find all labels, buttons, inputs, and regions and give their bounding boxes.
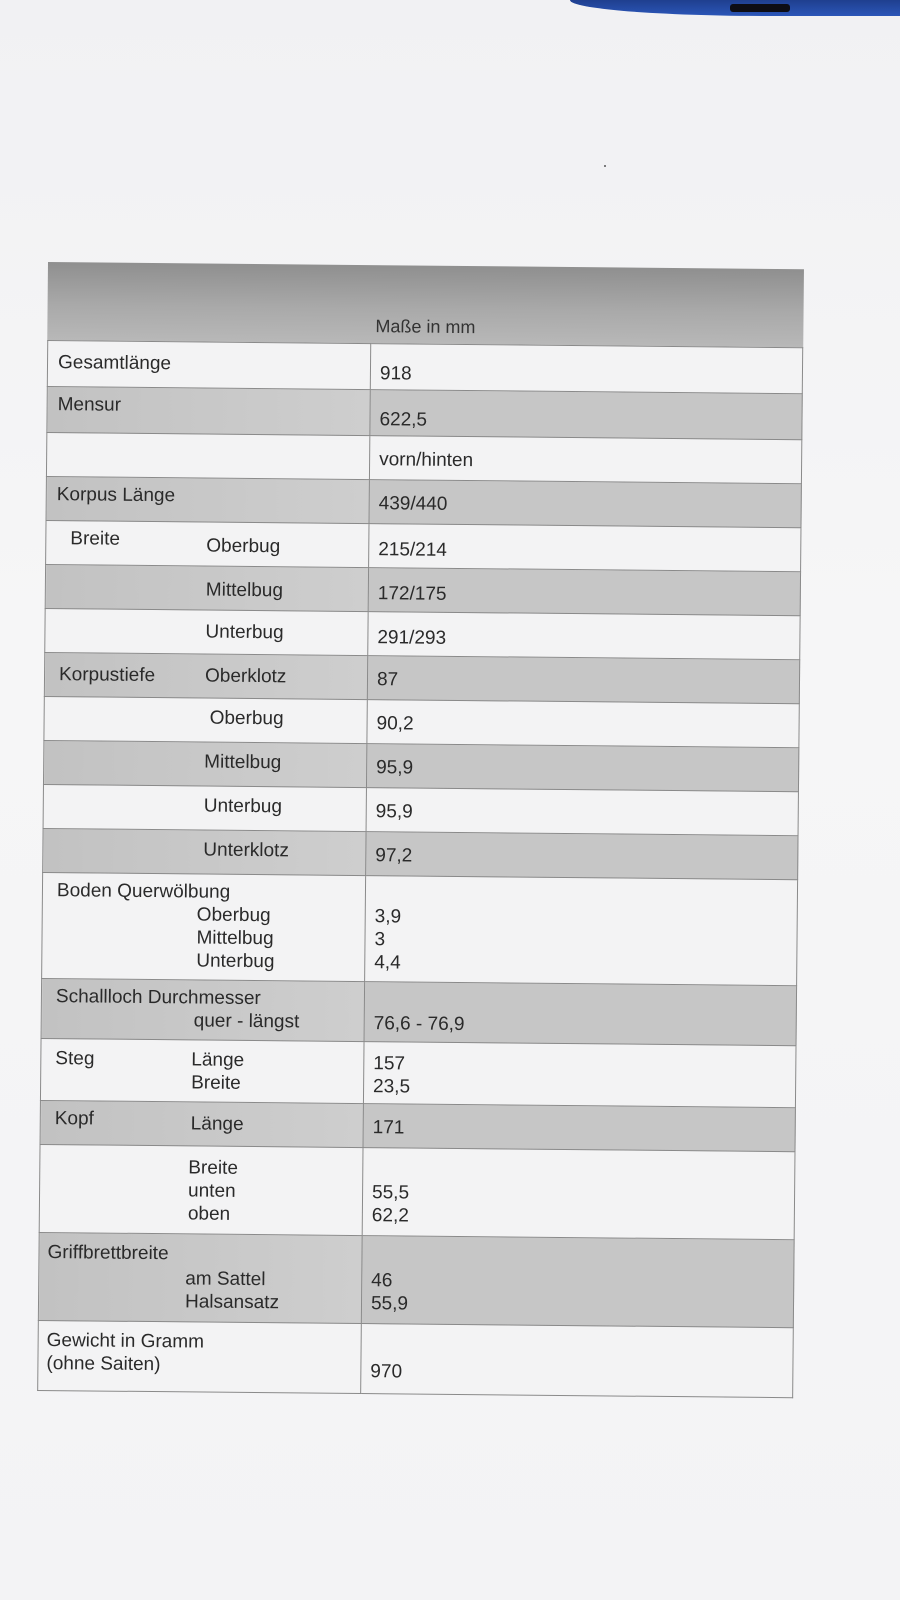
row-sublabel: Unterbug [205,621,284,644]
row-label: Steg [55,1048,95,1070]
row-sublabel: Oberbug [196,904,271,927]
row-sublabel: Länge [191,1049,245,1071]
row-label: (ohne Saiten) [46,1353,161,1376]
background-object [570,0,900,16]
row-sublabel: Mittelbug [196,927,274,950]
row-value: 23,5 [372,1076,411,1098]
table-row [43,784,798,835]
value-cell [363,1042,796,1108]
row-sublabel: Unterbug [196,950,275,973]
table-row [47,341,802,394]
row-sublabel: Oberklotz [204,665,287,688]
row-label: Gesamtlänge [57,352,172,375]
row-label: Griffbrettbreite [47,1242,169,1265]
row-value: 4,4 [374,952,401,974]
label-cell [46,520,369,567]
table-row [46,520,801,571]
table-row [47,386,802,439]
table-header-title: Maße in mm [375,316,476,338]
value-cell [363,1104,795,1152]
label-cell [43,740,366,787]
row-label: Boden Querwölbung [56,880,231,903]
label-cell [40,1100,363,1147]
row-value: 918 [379,363,412,385]
row-sublabel: Unterklotz [203,839,289,862]
table-row [45,608,800,659]
value-cell [367,700,799,748]
value-cell [367,656,799,704]
row-sublabel: Oberbug [206,535,281,558]
row-sublabel: Länge [190,1113,244,1135]
table-row [38,1320,794,1397]
row-value: 171 [372,1117,405,1139]
label-cell [38,1320,362,1393]
row-sublabel: am Sattel [185,1268,266,1291]
label-cell [43,828,366,875]
label-cell [42,872,366,981]
value-cell [365,876,798,986]
row-value: 215/214 [378,539,448,561]
value-cell [366,788,798,836]
label-cell [45,608,368,655]
row-value: 55,9 [370,1293,409,1315]
row-sublabel: Mittelbug [204,751,282,774]
label-cell [44,696,367,743]
label-cell [46,476,369,523]
row-sublabel: Mittelbug [205,579,284,602]
value-cell [369,524,801,572]
value-cell [369,436,801,484]
row-value: 87 [376,669,399,691]
label-cell [40,1038,364,1103]
table-row [46,432,801,483]
row-value: 46 [371,1270,393,1292]
row-value: 97,2 [375,845,413,867]
row-sublabel: Oberbug [209,707,284,730]
table-header [47,262,804,347]
value-cell [368,612,800,660]
table-row [40,1100,795,1151]
value-cell [362,1148,795,1240]
value-cell [370,344,802,394]
table-row [44,696,799,747]
row-label: Gewicht in Gramm [46,1330,205,1353]
value-cell [361,1236,794,1328]
value-cell [361,1324,794,1398]
table-row [43,828,798,879]
table-row [44,652,799,703]
row-value: 3 [374,929,386,951]
row-value: 95,9 [376,757,414,779]
row-label: Mensur [57,394,122,416]
table-row [42,872,798,985]
row-label: Korpus Länge [56,484,176,507]
value-cell [366,744,798,792]
label-cell [39,1144,363,1235]
table-row [41,978,797,1045]
row-value: 291/293 [377,627,447,649]
table-row [39,1144,795,1239]
row-sublabel: Halsansatz [184,1291,280,1314]
row-value: 439/440 [378,493,448,515]
value-cell [369,480,801,528]
value-cell [364,982,797,1046]
row-value: 157 [373,1053,406,1075]
table-row [46,476,801,527]
row-label: Schallloch Durchmesser [55,986,261,1010]
value-cell [370,390,802,440]
row-label: Korpustiefe [58,664,156,687]
row-value: 622,5 [379,409,428,431]
row-value: 62,2 [371,1205,409,1227]
table-row [38,1232,794,1327]
row-value: 95,9 [375,801,413,823]
paper-speck [604,165,606,167]
row-sublabel: unten [187,1180,236,1202]
row-value: 76,6 - 76,9 [373,1013,465,1036]
table-row [40,1038,796,1107]
row-label: Kopf [54,1108,94,1130]
measurements-table [37,340,803,1398]
row-value: 172/175 [377,583,447,605]
label-cell [47,386,370,435]
row-sublabel: quer - längst [193,1010,300,1033]
label-cell [44,652,367,699]
measurements-sheet [37,262,804,1398]
row-sublabel: Unterbug [203,795,283,818]
row-sublabel: Breite [191,1072,241,1094]
value-cell [368,568,800,616]
label-cell [46,432,369,479]
label-cell [38,1232,362,1323]
table-row [45,564,800,615]
row-value: vorn/hinten [379,449,474,472]
value-cell [366,832,798,880]
label-cell [47,341,370,390]
row-value: 55,5 [371,1182,410,1204]
label-cell [43,784,366,831]
label-cell [45,564,368,611]
row-sublabel: Breite [188,1157,239,1179]
table-row [43,740,798,791]
row-sublabel: oben [187,1203,231,1225]
label-cell [41,978,365,1041]
row-label: Breite [70,528,121,550]
row-value: 90,2 [376,713,414,735]
row-value: 3,9 [374,906,402,928]
row-value: 970 [370,1361,403,1383]
